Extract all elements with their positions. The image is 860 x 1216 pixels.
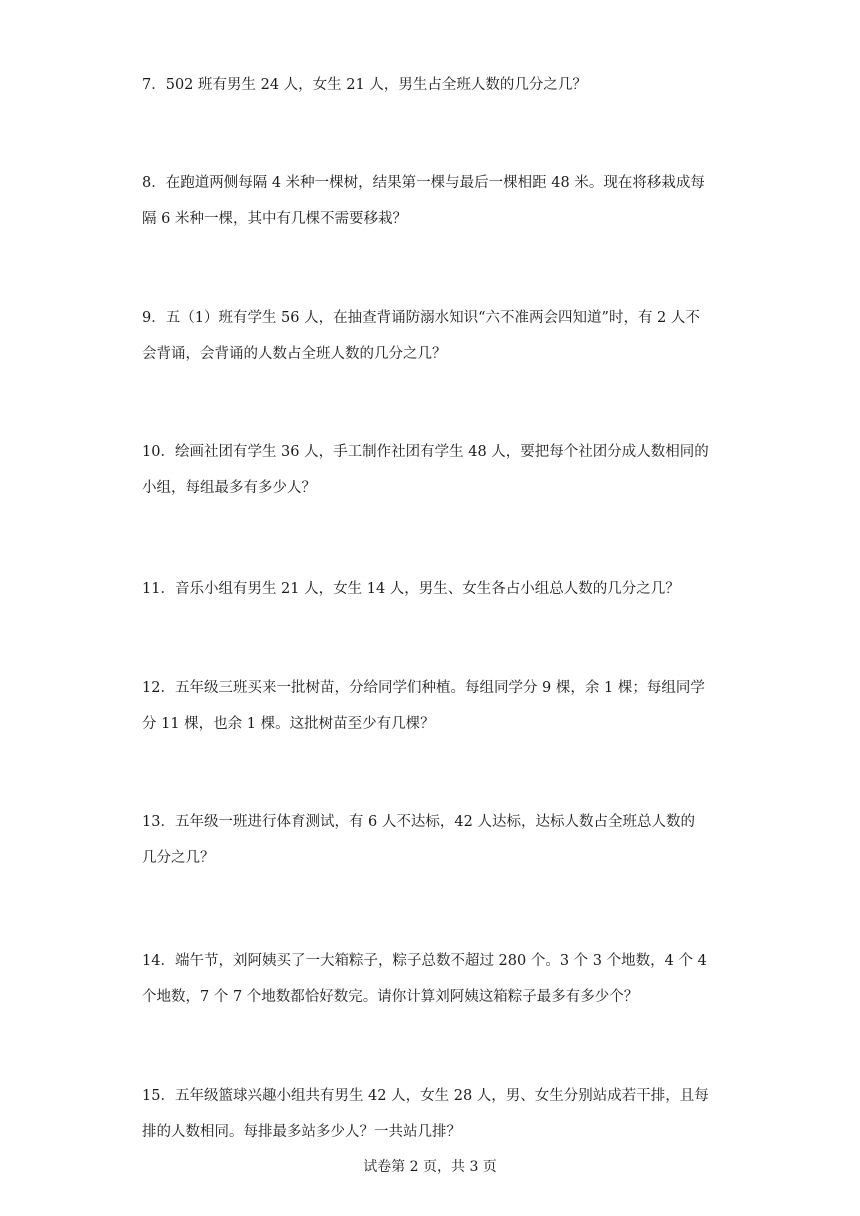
question-15 [142,1078,722,1150]
page-footer: 试卷第 2 页，共 3 页 [363,1159,497,1175]
question-14 [142,943,722,1015]
question-line: 小组，每组最多有多少人？ [142,480,316,496]
question-line: 个地数，7 个 7 个地数都恰好数完。请你计算刘阿姨这箱粽子最多有多少个？ [142,989,639,1005]
question-line: 12．五年级三班买来一批树苗，分给同学们种植。每组同学分 9 棵，余 1 棵；每组同学 [142,680,705,696]
question-line: 9．五（1）班有学生 56 人，在抽查背诵防溺水知识“六不准两会四知道”时，有 2 人不 [142,310,700,326]
question-8 [142,165,722,237]
question-line: 15．五年级篮球兴趣小组共有男生 42 人，女生 28 人，男、女生分别站成若干排，且每 [142,1088,709,1104]
question-line: 7．502 班有男生 24 人，女生 21 人，男生占全班人数的几分之几？ [142,77,587,93]
question-line: 隔 6 米种一棵，其中有几棵不需要移栽？ [142,211,407,227]
question-line: 几分之几？ [142,850,215,866]
question-line: 分 11 棵，也余 1 棵。这批树苗至少有几棵？ [142,716,435,732]
question-13 [142,804,722,876]
question-line: 11．音乐小组有男生 21 人，女生 14 人，男生、女生各占小组总人数的几分之几？ [142,581,680,597]
question-line: 14．端午节，刘阿姨买了一大箱粽子，粽子总数不超过 280 个。3 个 3 个地数，4 个 4 [142,953,707,969]
question-7 [142,67,722,103]
question-9 [142,300,722,372]
question-line: 8．在跑道两侧每隔 4 米种一棵树，结果第一棵与最后一棵相距 48 米。现在将移栽成每 [142,175,705,191]
question-line: 13．五年级一班进行体育测试，有 6 人不达标，42 人达标，达标人数占全班总人数的 [142,814,695,830]
question-line: 10．绘画社团有学生 36 人，手工制作社团有学生 48 人，要把每个社团分成人数相同的 [142,444,709,460]
question-line: 排的人数相同。每排最多站多少人？一共站几排？ [142,1124,461,1140]
question-12 [142,670,722,742]
question-11 [142,571,722,607]
question-line: 会背诵，会背诵的人数占全班人数的几分之几？ [142,346,447,362]
question-10 [142,434,722,506]
